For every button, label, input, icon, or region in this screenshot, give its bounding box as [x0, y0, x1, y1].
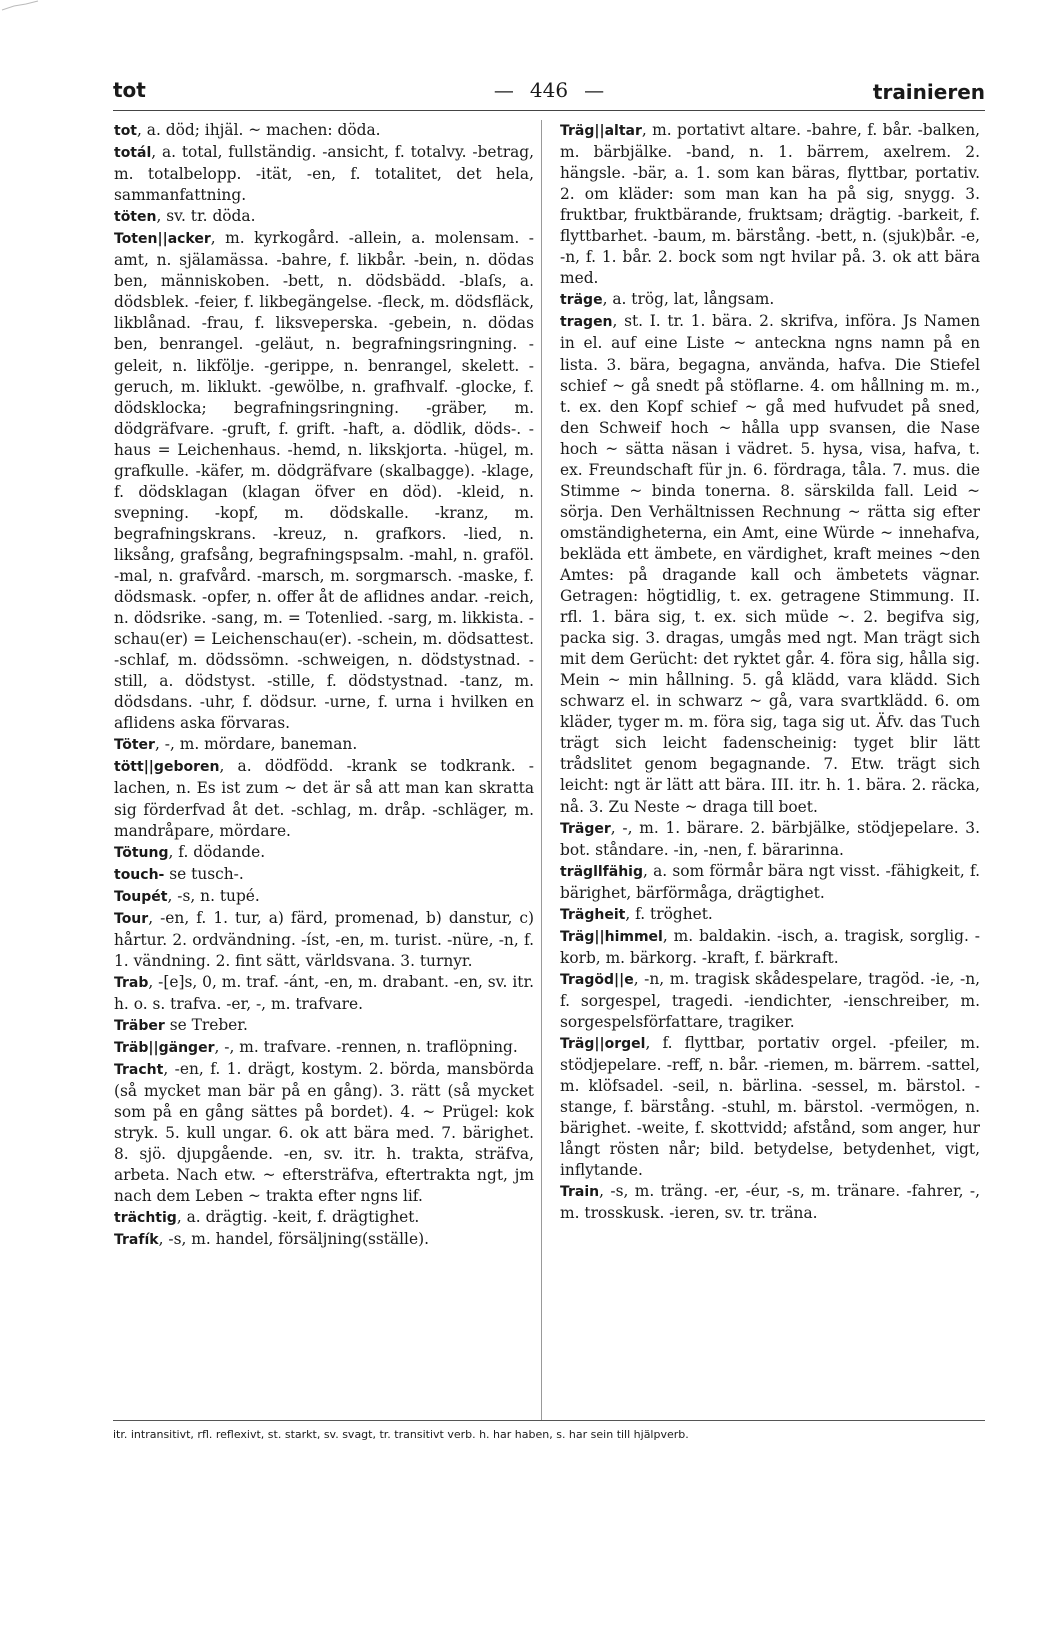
entry-trager: Träger, -, m. 1. bärare. 2. bärbjälke, stödjepelare. 3. bot. ståndare. -in, -nen, f. bärarinna. — [560, 818, 980, 859]
entry-tragode: Tragöd||e, -n, m. tragisk skådespelare, tragöd. -ie, -n, f. sorgespel, tragedi. -iendichter, -ienschreiber, m. sorgespelsförfattare, tragiker. — [560, 969, 980, 1031]
left-column — [114, 120, 534, 1251]
headword: töten — [114, 209, 157, 226]
page-corner-mark — [0, 0, 40, 12]
headword: totál — [114, 145, 152, 162]
entry-toupet: Toupét, -s, n. tupé. — [114, 886, 260, 905]
headword: Toten||acker — [114, 231, 211, 248]
headword: trächtig — [114, 1210, 177, 1227]
page-header — [113, 78, 985, 108]
entry-totenacker: Toten||acker, m. kyrkogård. -allein, a. molensam. -amt, n. själamässa. -bahre, f. likbår. -bein, n. dödas ben, människoben. -bett, n. dödsbädd. -blaſs, a. dödsblek. -feier, f. likbegängelse. -fleck, m. dödsfläck, likblånad. -frau, f. liksveperska. -gebein, n. dödas ben, benrangel. -geläut, n. begrafningsringning. -geleit, n. likfölje. -gerippe, n. benrangel, skelett. -geruch, m. liklukt. -gewölbe, n. grafhvalf. -glocke, f. dödsklocka; begrafningsringning. -gräber, m. dödgräfvare. -gruft, f. grift. -haft, a. dödlik, döds-. -haus = Leichenhaus. -hemd, n. likskjorta. -hügel, m. grafkulle. -käfer, m. dödgräfvare (skalbagge). -klage, f. dödsklagan (klagan öfver en död). -kleid, n. svepning. -kopf, m. dödskalle. -kranz, m. begrafningskrans. -kreuz, n. grafkors. -lied, n. liksång, grafsång, begrafningspsalm. -mahl, n. graföl. -mal, n. grafvård. -marsch, m. sorgmarsch. -maske, f. dödsmask. -opfer, n. offer åt de aflidnes andar. -reich, n. dödsrike. -sang, m. = Totenlied. -sarg, m. likkista. -schau(er) = Leichenschau(er). -schein, m. dödsattest. -schlaf, m. dödssömn. -schweigen, n. dödstystnad. -still, a. dödstyst. -stille, f. dödstystnad. -tanz, m. dödsdans. -uhr, f. dödsur. -urne, f. urna i hvilken en aflidens aska förvaras. — [114, 229, 534, 733]
entry-tragaltar: Träg||altar, m. portativt altare. -bahre, f. bår. -balken, m. bärbjälke. -band, n. 1. bärrem, axelrem. 2. hängsle. -bär, a. 1. som kan bäras, flyttbar, portativ. 2. om kläder: som man kan ha på sig, snygg. 3. fruktbar, fruktbärande, fruktsam; drägtig. -barkeit, f. flyttbarhet. -baum, m. bärstång. -bett, n. (sjuk)bår. -e, -n, f. 1. bår. 2. bock som ngt hvilar på. 3. ok att bära med. — [560, 121, 980, 288]
entry-tragen: tragen, st. I. tr. 1. bära. 2. skrifva, införa. Js Namen in el. auf eine Liste ~ anteckna ngns namn på en lista. 3. bära, begagna, använda, hafva. Die Stiefel schief ~ gå snedt på stöflarne. 4. om hållning m. m., t. ex. den Kopf schief ~ gå med hufvudet på sned, den Schweif hoch ~ hålla upp svansen, die Nase hoch ~ sätta näsan i vädret. 5. hysa, visa, hafva, t. ex. Freundschaft für jn. 6. fördraga, tåla. 7. mus. die Stimme ~ binda tonerna. 8. särskilda fall. Leid ~ sörja. Den Verhältnissen Rechnung ~ rätta sig efter omständigheterna, ein Amt, eine Würde ~ innehafva, bekläda ett ämbete, en värdighet, kraft meines ~den Amtes: på dragande kall och ämbetets vägnar. Getragen: högtidlig, t. ex. getragene Stimmung. II. rfl. 1. bära sig, t. ex. sich müde ~. 2. begifva sig, packa sig. 3. dragas, umgås med ngt. Man trägt sich mit dem Gerücht: det ryktet går. 4. föra sig, hålla sig. Mein ~ min hållning. 5. gå klädd, vara klädd. Sich schwarz el. in schwarz ~ gå, vara svartklädd. 6. om kläder, tyger m. m. föra sig, taga sig ut. Äfv. das Tuch trägt sich leicht fadenscheinig: tyget blir lätt trådslitet genom begagnande. 7. Etw. trägt sich leicht: ngt är lätt att bära. III. itr. h. 1. bära. 2. räcka, nå. 3. Zu Neste ~ draga till boet. — [560, 312, 980, 816]
headword: Train — [560, 1184, 600, 1201]
entry-trafik: Trafík, -s, m. handel, försäljning(sställe). — [114, 1230, 429, 1249]
page-number: 446 — [529, 78, 569, 102]
abbreviation-footer: itr. intransitivt, rfl. reflexivt, st. starkt, sv. svagt, tr. transitivt verb. h. har haben, s. har sein till hjälpverb. — [113, 1428, 689, 1441]
headword: Tracht — [114, 1062, 164, 1079]
headword: tött||geboren — [114, 759, 220, 776]
entry-tragfahig: trägllfähig, a. som förmår bära ngt visst. -fähigkeit, f. bärighet, bärförmåga, drägtighet. — [560, 861, 980, 902]
entry-tottgeboren: tött||geboren, a. dödfödd. -krank se todkrank. -lachen, n. Es ist zum ~ det är så att man kan skratta sig förderfvad åt det. -schlag, m. dråp. -schläger, m. mandråpare, mördare. — [114, 757, 534, 840]
entry-traghimmel: Träg||himmel, m. baldakin. -isch, a. tragisk, sorglig. -korb, m. bärkorg. -kraft, f. bärkraft. — [560, 926, 980, 967]
headword: tragen — [560, 314, 613, 331]
right-guide-word: trainieren — [872, 80, 985, 104]
header-rule — [113, 110, 985, 111]
entry-trabganger: Träb||gänger, -, m. trafvare. -rennen, n. traflöpning. — [114, 1038, 518, 1057]
entry-toten: töten, sv. tr. döda. — [114, 207, 256, 226]
entry-traber: Träber se Treber. — [114, 1015, 248, 1034]
headword: Tötung — [114, 844, 169, 861]
headword: tot — [114, 123, 138, 139]
headword: Töter — [114, 737, 155, 754]
headword: Tragöd||e — [560, 971, 634, 988]
entry-tour: Tour, -en, f. 1. tur, a) färd, promenad, b) danstur, c) hårtur. 2. ordvändning. -íst, -en, m. turist. -nüre, -n, f. 1. vändning. 2. fint sätt, världsvana. 3. turnyr. — [114, 908, 534, 970]
headword: Träber — [114, 1017, 165, 1034]
entry-trab: Trab, -[e]s, 0, m. traf. -ánt, -en, m. drabant. -en, sv. itr. h. o. s. trafva. -er, -, m. trafvare. — [114, 972, 534, 1013]
headword: Tour — [114, 910, 149, 927]
footer-rule — [113, 1420, 985, 1421]
entry-toter: Töter, -, m. mördare, baneman. — [114, 735, 358, 754]
headword: Träg||altar — [560, 123, 642, 139]
headword: touch- — [114, 866, 165, 883]
entry-tot: tot, a. död; ihjäl. ~ machen: döda. — [114, 121, 381, 139]
headword: Trafík — [114, 1232, 159, 1249]
entry-tracht: Tracht, -en, f. 1. drägt, kostym. 2. börda, mansbörda (så mycket man bär på en gång). 3. rätt (så mycket som på en gång sättes på bordet). 4. ~ Prügel: kok stryk. 5. kull ungar. 6. ok att bära med. 7. bärighet. 8. sjö. djupgående. -en, sv. itr. h. trakta, sträfva, arbeta. Nach etw. ~ eftersträfva, eftertrakta ngt, jm nach dem Leben ~ trakta efter ngns lif. — [114, 1060, 534, 1206]
entry-tragorgel: Träg||orgel, f. flyttbar, portativ orgel. -pfeiler, m. stödjepelare. -reff, n. bår. -riemen, m. bärrem. -sattel, m. klöfsadel. -seil, n. bärlina. -sessel, m. bärstol. -stange, f. bärstång. -stuhl, m. bärstol. -vermögen, n. bärighet. -weite, f. skottvidd; afstånd, som anger, hur långt rösten når; bild. betydelse, betydenhet, vigt, inflytande. — [560, 1034, 980, 1180]
headword: Träg||orgel — [560, 1036, 646, 1053]
headword: trägllfähig — [560, 863, 643, 880]
headword: Träger — [560, 820, 611, 837]
headword: Toupét — [114, 888, 168, 905]
headword: Träg||himmel — [560, 928, 663, 945]
entry-tragheit: Trägheit, f. tröghet. — [560, 904, 713, 923]
headword: träge — [560, 292, 603, 309]
right-column — [560, 120, 980, 1224]
page-number-line: — 446 — — [493, 78, 605, 102]
entry-totung: Tötung, f. dödande. — [114, 842, 266, 861]
column-divider — [541, 120, 542, 1420]
entry-trage: träge, a. trög, lat, långsam. — [560, 290, 775, 309]
headword: Trab — [114, 974, 149, 991]
entry-train: Train, -s, m. träng. -er, -éur, -s, m. tränare. -fahrer, -, m. trosskusk. -ieren, sv. tr. träna. — [560, 1182, 980, 1223]
headword: Träb||gänger — [114, 1040, 215, 1057]
entry-total: totál, a. total, fullständig. -ansicht, f. totalvy. -betrag, m. totalbelopp. -ität, -en, f. totalitet, det hela, sammanfattning. — [114, 143, 534, 205]
headword: Trägheit — [560, 906, 626, 923]
left-guide-word: tot — [113, 78, 146, 102]
entry-touch: touch- se tusch-. — [114, 864, 244, 883]
entry-trachtig: trächtig, a. drägtig. -keit, f. drägtighet. — [114, 1208, 420, 1227]
